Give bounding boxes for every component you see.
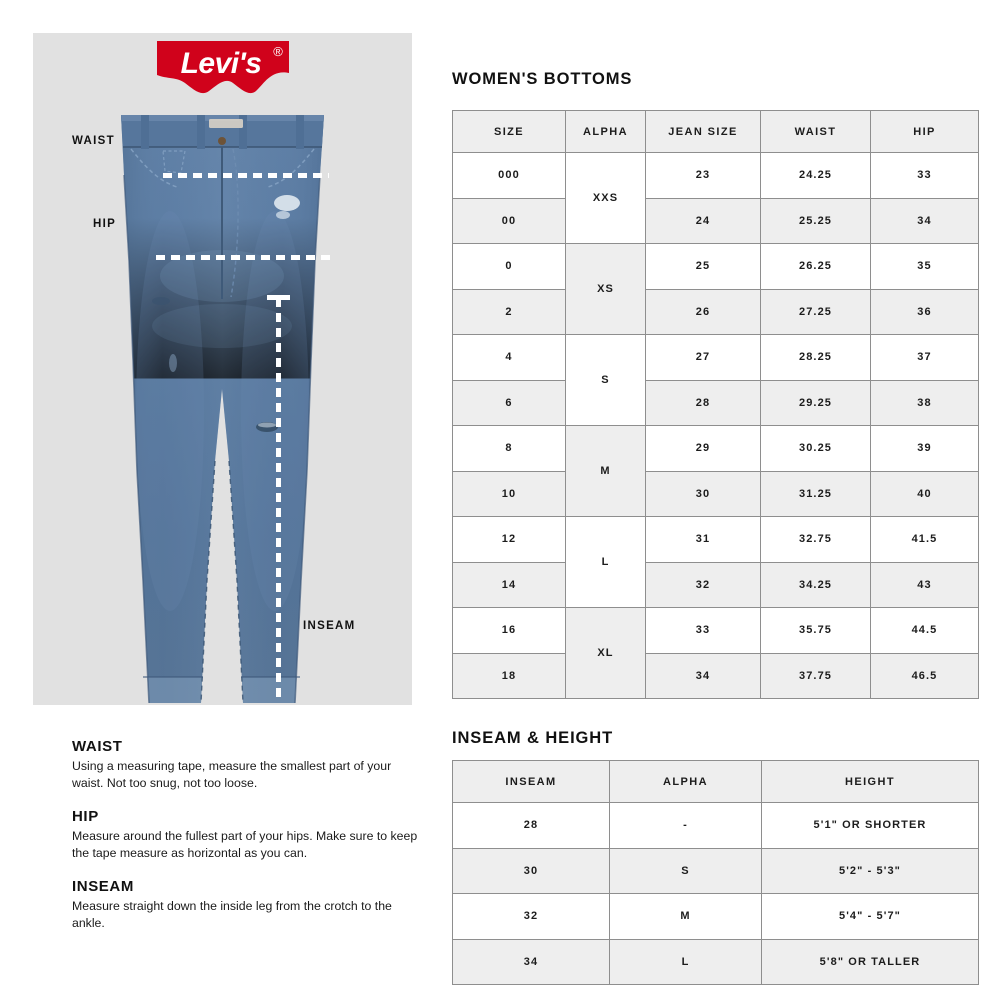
cell-alpha: M — [610, 894, 762, 940]
cell-hip: 46.5 — [871, 653, 979, 699]
instruction-inseam-body: Measure straight down the inside leg from the crotch to the ankle. — [72, 898, 392, 930]
table-header-row — [453, 111, 979, 153]
table-row — [453, 803, 979, 849]
cell-hip: 39 — [871, 426, 979, 472]
cell-alpha: M — [566, 426, 646, 517]
left-column — [0, 0, 440, 1000]
inseam-measure-line — [276, 298, 281, 698]
cell-size: 16 — [453, 608, 566, 654]
cell-size: 18 — [453, 653, 566, 699]
table-row — [453, 335, 979, 381]
right-column — [452, 0, 980, 1000]
cell-hip: 36 — [871, 289, 979, 335]
cell-alpha: L — [566, 517, 646, 608]
cell-hip: 40 — [871, 471, 979, 517]
jeans-illustration — [115, 111, 330, 705]
cell-waist: 31.25 — [761, 471, 871, 517]
cell-waist: 26.25 — [761, 244, 871, 290]
waist-label: WAIST — [72, 135, 115, 147]
cell-size: 0 — [453, 244, 566, 290]
cell-jean-size: 25 — [646, 244, 761, 290]
table-row — [453, 608, 979, 654]
cell-height: 5'8" OR TALLER — [762, 939, 979, 985]
header-alpha: ALPHA — [566, 111, 646, 153]
instruction-inseam — [72, 878, 420, 932]
cell-waist: 29.25 — [761, 380, 871, 426]
cell-alpha: XXS — [566, 153, 646, 244]
measurement-instructions — [72, 738, 420, 948]
instruction-hip — [72, 808, 420, 862]
cell-waist: 37.75 — [761, 653, 871, 699]
cell-jean-size: 30 — [646, 471, 761, 517]
inseam-height-table — [452, 760, 979, 985]
cell-jean-size: 31 — [646, 517, 761, 563]
cell-size: 4 — [453, 335, 566, 381]
instruction-waist-body: Using a measuring tape, measure the smallest part of your waist. Not too snug, not too loose. — [72, 759, 392, 790]
cell-inseam: 28 — [453, 803, 610, 849]
cell-waist: 30.25 — [761, 426, 871, 472]
cell-hip: 37 — [871, 335, 979, 381]
cell-waist: 25.25 — [761, 198, 871, 244]
header-waist: WAIST — [761, 111, 871, 153]
cell-hip: 34 — [871, 198, 979, 244]
cell-waist: 34.25 — [761, 562, 871, 608]
cell-height: 5'1" OR SHORTER — [762, 803, 979, 849]
womens-bottoms-body — [453, 153, 979, 699]
womens-bottoms-title: WOMEN'S BOTTOMS — [452, 70, 633, 88]
cell-jean-size: 26 — [646, 289, 761, 335]
table-row — [453, 848, 979, 894]
cell-waist: 32.75 — [761, 517, 871, 563]
header-inseam: INSEAM — [453, 761, 610, 803]
cell-size: 12 — [453, 517, 566, 563]
instruction-inseam-title: INSEAM — [72, 877, 134, 895]
cell-hip: 44.5 — [871, 608, 979, 654]
table-row — [453, 653, 979, 699]
table-row — [453, 244, 979, 290]
cell-hip: 41.5 — [871, 517, 979, 563]
table-row — [453, 153, 979, 199]
waist-measure-line — [163, 173, 329, 178]
cell-height: 5'2" - 5'3" — [762, 848, 979, 894]
cell-size: 10 — [453, 471, 566, 517]
table-row — [453, 517, 979, 563]
inseam-height-title: INSEAM & HEIGHT — [452, 729, 614, 747]
cell-jean-size: 27 — [646, 335, 761, 381]
cell-jean-size: 34 — [646, 653, 761, 699]
instruction-hip-body: Measure around the fullest part of your hips. Make sure to keep the tape measure as horizontal as you can. — [72, 828, 418, 860]
instruction-hip-title: HIP — [72, 807, 99, 825]
cell-alpha: S — [566, 335, 646, 426]
instruction-waist — [72, 738, 420, 792]
inseam-label: INSEAM — [303, 620, 356, 632]
cell-alpha: L — [610, 939, 762, 985]
table-row — [453, 426, 979, 472]
table-row — [453, 562, 979, 608]
cell-jean-size: 32 — [646, 562, 761, 608]
cell-waist: 28.25 — [761, 335, 871, 381]
cell-size: 2 — [453, 289, 566, 335]
cell-size: 8 — [453, 426, 566, 472]
cell-waist: 27.25 — [761, 289, 871, 335]
cell-alpha: XS — [566, 244, 646, 335]
cell-inseam: 30 — [453, 848, 610, 894]
levis-logo — [151, 39, 295, 101]
header-alpha: ALPHA — [610, 761, 762, 803]
product-image-panel — [33, 33, 412, 705]
cell-size: 14 — [453, 562, 566, 608]
instruction-waist-title: WAIST — [72, 738, 123, 755]
cell-hip: 35 — [871, 244, 979, 290]
cell-jean-size: 29 — [646, 426, 761, 472]
cell-hip: 43 — [871, 562, 979, 608]
cell-alpha: - — [610, 803, 762, 849]
header-size: SIZE — [453, 111, 566, 153]
cell-jean-size: 24 — [646, 198, 761, 244]
hip-label: HIP — [93, 218, 117, 230]
inseam-measure-cap — [267, 295, 290, 300]
table-row — [453, 894, 979, 940]
header-height: HEIGHT — [762, 761, 979, 803]
cell-hip: 38 — [871, 380, 979, 426]
cell-size: 00 — [453, 198, 566, 244]
cell-hip: 33 — [871, 153, 979, 199]
cell-jean-size: 33 — [646, 608, 761, 654]
table-row — [453, 471, 979, 517]
cell-alpha: XL — [566, 608, 646, 699]
table-row — [453, 198, 979, 244]
cell-jean-size: 28 — [646, 380, 761, 426]
table-row — [453, 289, 979, 335]
registered-trademark-symbol: ® — [273, 44, 283, 59]
header-hip: HIP — [871, 111, 979, 153]
cell-waist: 35.75 — [761, 608, 871, 654]
hip-measure-line — [156, 255, 336, 260]
cell-height: 5'4" - 5'7" — [762, 894, 979, 940]
cell-jean-size: 23 — [646, 153, 761, 199]
cell-size: 000 — [453, 153, 566, 199]
table-row — [453, 380, 979, 426]
womens-bottoms-table — [452, 110, 979, 699]
cell-inseam: 34 — [453, 939, 610, 985]
cell-alpha: S — [610, 848, 762, 894]
inseam-height-body — [453, 803, 979, 985]
svg-text:Levi's: Levi's — [180, 47, 262, 80]
cell-inseam: 32 — [453, 894, 610, 940]
table-row — [453, 939, 979, 985]
table-header-row — [453, 761, 979, 803]
header-jean-size: JEAN SIZE — [646, 111, 761, 153]
cell-waist: 24.25 — [761, 153, 871, 199]
cell-size: 6 — [453, 380, 566, 426]
